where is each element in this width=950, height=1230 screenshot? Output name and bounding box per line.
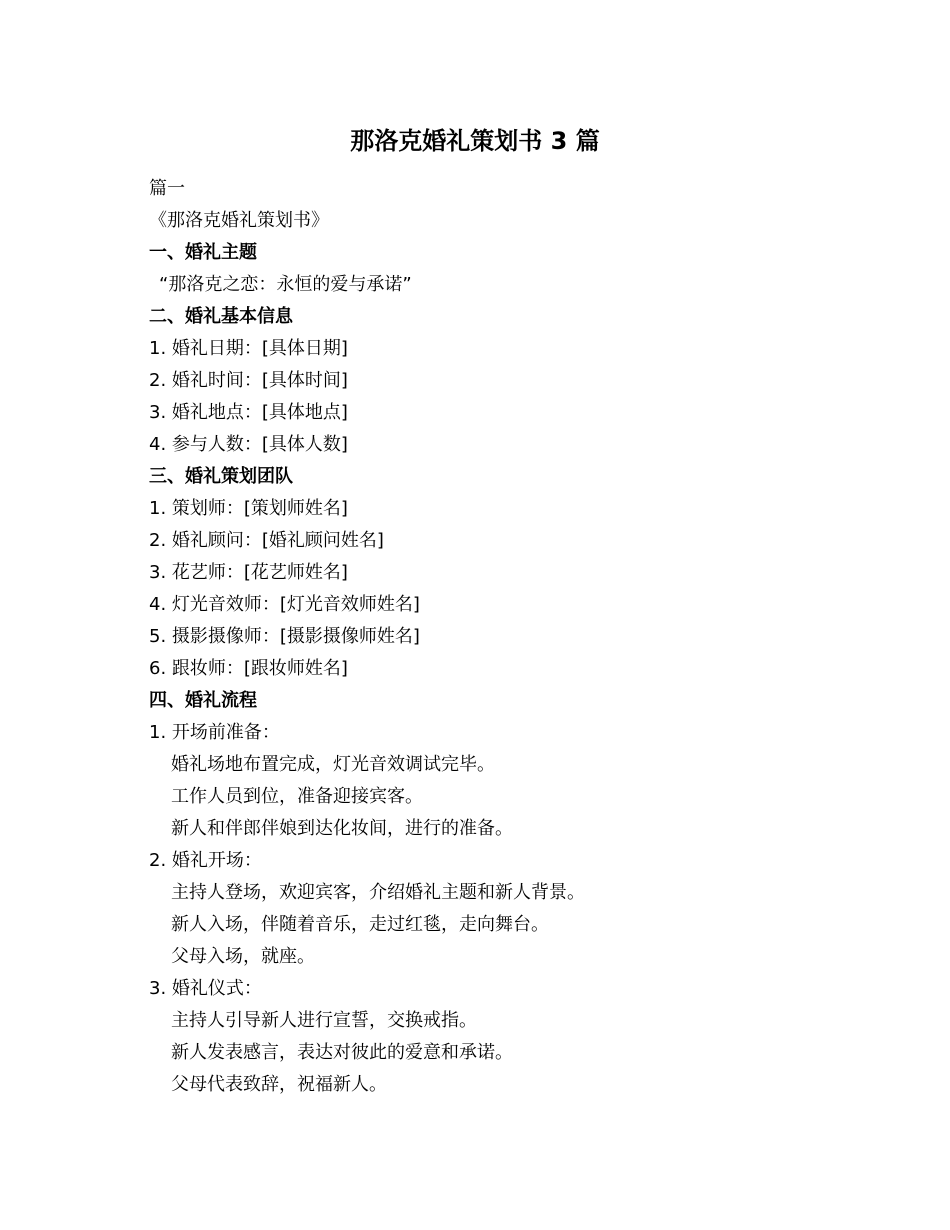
body-line: 3. 花艺师：[花艺师姓名] — [149, 562, 348, 583]
body-line: 2. 婚礼时间：[具体时间] — [149, 370, 348, 391]
section-heading: 三、婚礼策划团队 — [149, 466, 293, 487]
list-detail-line: 新人发表感言，表达对彼此的爱意和承诺。 — [171, 1042, 513, 1063]
body-line: 3. 婚礼仪式： — [149, 978, 262, 999]
list-detail-line: 父母入场，就座。 — [171, 946, 315, 967]
list-detail-line: 新人和伴郎伴娘到达化妆间，进行的准备。 — [171, 818, 513, 839]
list-detail-line: 婚礼场地布置完成，灯光音效调试完毕。 — [171, 754, 495, 775]
section-heading: 四、婚礼流程 — [149, 690, 257, 711]
body-line: 2. 婚礼顾问：[婚礼顾问姓名] — [149, 530, 384, 551]
section-heading: 二、婚礼基本信息 — [149, 306, 293, 327]
body-line: 1. 婚礼日期：[具体日期] — [149, 338, 348, 359]
document-body — [149, 173, 869, 1101]
body-line: 1. 开场前准备： — [149, 722, 280, 743]
body-line: 篇一 — [149, 178, 185, 199]
theme-quote: “那洛克之恋：永恒的爱与承诺” — [159, 274, 412, 295]
body-line: 《那洛克婚礼策划书》 — [149, 210, 329, 231]
list-detail-line: 工作人员到位，准备迎接宾客。 — [171, 786, 423, 807]
list-detail-line: 主持人引导新人进行宣誓，交换戒指。 — [171, 1010, 477, 1031]
body-line: 4. 灯光音效师：[灯光音效师姓名] — [149, 594, 420, 615]
section-heading: 一、婚礼主题 — [149, 242, 257, 263]
document-title: 那洛克婚礼策划书 3 篇 — [350, 127, 600, 155]
list-detail-line: 父母代表致辞，祝福新人。 — [171, 1074, 387, 1095]
body-line: 6. 跟妆师：[跟妆师姓名] — [149, 658, 348, 679]
list-detail-line: 主持人登场，欢迎宾客，介绍婚礼主题和新人背景。 — [171, 882, 585, 903]
body-line: 4. 参与人数：[具体人数] — [149, 434, 348, 455]
body-line: 3. 婚礼地点：[具体地点] — [149, 402, 348, 423]
body-line: 2. 婚礼开场： — [149, 850, 262, 871]
body-line: 5. 摄影摄像师：[摄影摄像师姓名] — [149, 626, 420, 647]
list-detail-line: 新人入场，伴随着音乐，走过红毯，走向舞台。 — [171, 914, 549, 935]
body-line: 1. 策划师：[策划师姓名] — [149, 498, 348, 519]
